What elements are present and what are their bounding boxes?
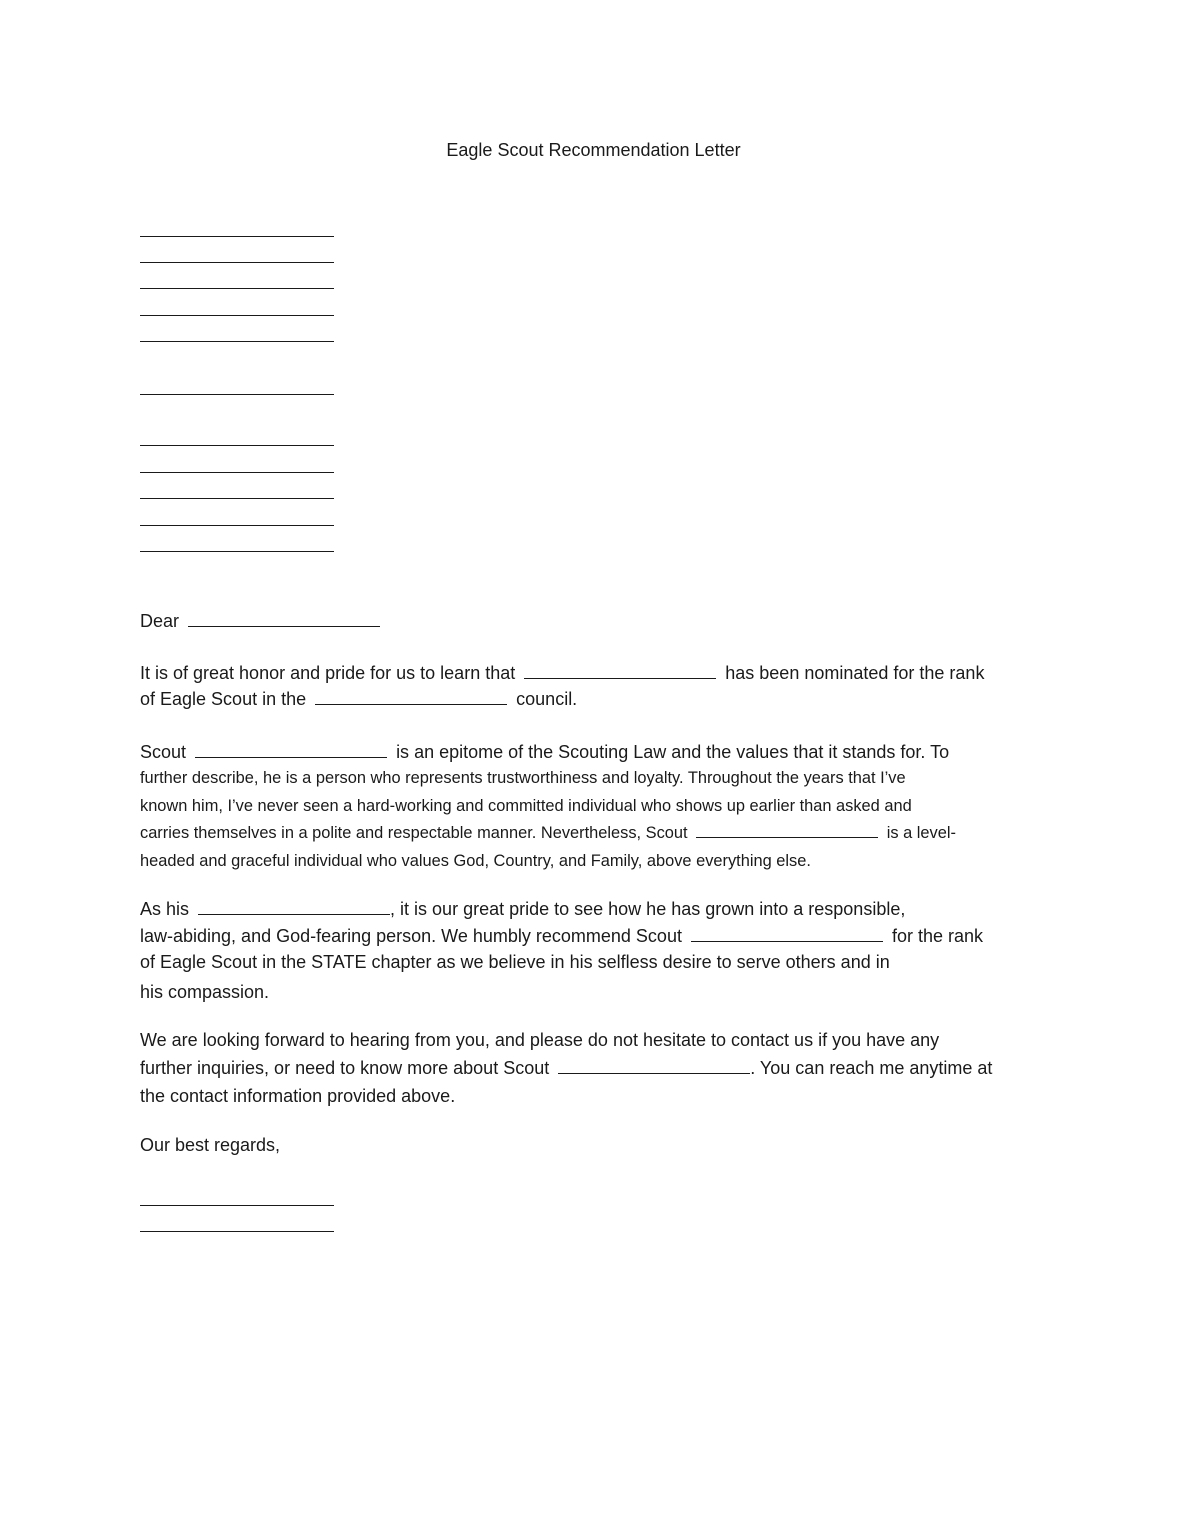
scout-name-blank	[691, 941, 883, 942]
scout-name-blank	[696, 837, 878, 838]
paragraph2-line5: headed and graceful individual who values God, Country, and Family, above everything else.	[140, 852, 811, 870]
signer-name-blank	[140, 1231, 334, 1232]
paragraph4-text: further inquiries, or need to know more about Scout	[140, 1058, 550, 1078]
paragraph2-line3: known him, I’ve never seen a hard-working and committed individual who shows up earlier than asked and	[140, 797, 912, 815]
recipient-name-blank	[188, 626, 380, 627]
paragraph1-text: council.	[516, 689, 578, 709]
scout-name-blank	[195, 757, 387, 758]
salutation-line	[140, 610, 384, 632]
paragraph4-text: . You can reach me anytime at	[750, 1058, 993, 1078]
paragraph4-line3: the contact information provided above.	[140, 1086, 456, 1106]
paragraph1-line2	[140, 688, 577, 710]
paragraph3-text: law-abiding, and God-fearing person. We humbly recommend Scout	[140, 926, 682, 946]
paragraph2-text: is an epitome of the Scouting Law and the values that it stands for. To	[396, 742, 950, 762]
paragraph2-line4	[140, 822, 956, 844]
recipient-address-blank	[140, 472, 334, 473]
document-title: Eagle Scout Recommendation Letter	[446, 140, 741, 160]
paragraph3-text: , it is our great pride to see how he has grown into a responsible,	[390, 899, 906, 919]
paragraph2-text: carries themselves in a polite and respectable manner. Nevertheless, Scout	[140, 824, 688, 842]
signature-blank	[140, 1205, 334, 1206]
sender-address-blank	[140, 288, 334, 289]
paragraph1-text: has been nominated for the rank	[725, 663, 985, 683]
recipient-address-blank	[140, 551, 334, 552]
sender-address-blank	[140, 341, 334, 342]
scout-name-blank	[558, 1073, 750, 1074]
recipient-address-blank	[140, 525, 334, 526]
paragraph1-text: of Eagle Scout in the	[140, 689, 307, 709]
paragraph3-line2	[140, 925, 983, 947]
sender-address-blank	[140, 262, 334, 263]
recipient-address-blank	[140, 498, 334, 499]
sender-address-blank	[140, 315, 334, 316]
paragraph3-line4: his compassion.	[140, 982, 270, 1002]
scout-name-blank	[524, 678, 716, 679]
paragraph1-text: It is of great honor and pride for us to learn that	[140, 663, 516, 683]
date-blank	[140, 394, 334, 395]
closing-text: Our best regards,	[140, 1135, 281, 1155]
paragraph3-text: As his	[140, 899, 190, 919]
paragraph2-text: is a level-	[886, 824, 956, 842]
paragraph4-line2	[140, 1057, 992, 1079]
sender-address-blank	[140, 236, 334, 237]
relationship-blank	[198, 914, 390, 915]
paragraph3-text: for the rank	[891, 926, 984, 946]
council-name-blank	[315, 704, 507, 705]
recipient-address-blank	[140, 445, 334, 446]
paragraph4-line1: We are looking forward to hearing from you, and please do not hesitate to contact us if you have any	[140, 1030, 940, 1050]
paragraph2-line1	[140, 741, 949, 763]
paragraph2-text: Scout	[140, 742, 187, 762]
paragraph1-line1	[140, 662, 984, 684]
paragraph3-line1	[140, 898, 905, 920]
paragraph2-line2: further describe, he is a person who represents trustworthiness and loyalty. Throughout the years that I’ve	[140, 769, 906, 787]
salutation-text: Dear	[140, 611, 180, 631]
paragraph3-line3: of Eagle Scout in the STATE chapter as we believe in his selfless desire to serve others and in	[140, 952, 890, 972]
